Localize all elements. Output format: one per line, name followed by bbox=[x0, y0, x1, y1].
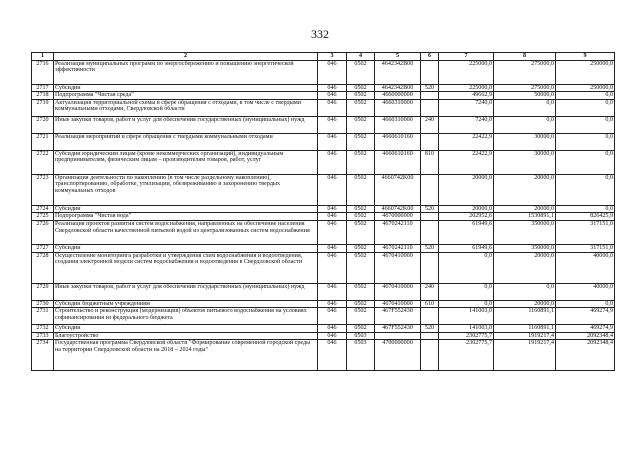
expense-type-code bbox=[421, 252, 439, 283]
row-description: Осуществление мониторинга разработки и утверждения схем водоснабжения и водоотведения, создания электронной модели систем водоснабжения и водоотведения в Свердловской области bbox=[54, 252, 318, 283]
target-article-code: 4642342B00 bbox=[375, 84, 421, 92]
row-number: 2725 bbox=[32, 213, 54, 221]
amount-year-1: 0,0 bbox=[439, 283, 494, 300]
column-header: 4 bbox=[347, 53, 375, 61]
table-row bbox=[32, 340, 615, 371]
row-number: 2717 bbox=[32, 84, 54, 92]
section-code: 0502 bbox=[347, 133, 375, 150]
row-number: 2732 bbox=[32, 325, 54, 333]
table-row bbox=[32, 325, 615, 333]
table-row bbox=[32, 92, 615, 100]
ministry-code: 046 bbox=[318, 300, 347, 308]
row-number: 2727 bbox=[32, 244, 54, 252]
amount-year-1: 20000,0 bbox=[439, 174, 494, 205]
amount-year-3: 40000,0 bbox=[556, 283, 615, 300]
row-description: Субсидии бюджетным учреждениям bbox=[54, 300, 318, 308]
section-code: 0502 bbox=[347, 92, 375, 100]
ministry-code: 046 bbox=[318, 340, 347, 371]
amount-year-1: 0,0 bbox=[439, 252, 494, 283]
row-description: Актуализация территориальной схемы в сфере обращения с отходами, в том числе с твердыми коммунальными отходами, Свердловской области bbox=[54, 99, 318, 116]
ministry-code: 046 bbox=[318, 252, 347, 283]
expense-type-code bbox=[421, 332, 439, 340]
table-row bbox=[32, 213, 615, 221]
expense-type-code bbox=[421, 340, 439, 371]
section-code: 0502 bbox=[347, 220, 375, 244]
amount-year-2: 30000,0 bbox=[494, 150, 556, 174]
expense-type-code: 810 bbox=[421, 150, 439, 174]
column-header: 6 bbox=[421, 53, 439, 61]
section-code: 0502 bbox=[347, 60, 375, 84]
amount-year-3: 469274,9 bbox=[556, 325, 615, 333]
header-row bbox=[32, 53, 615, 61]
row-number: 2718 bbox=[32, 92, 54, 100]
row-number: 2728 bbox=[32, 252, 54, 283]
section-code: 0502 bbox=[347, 84, 375, 92]
row-description: Реализация муниципальных программ по энергосбережению и повышению энергетической эффективности bbox=[54, 60, 318, 84]
target-article-code: 4660000000 bbox=[375, 92, 421, 100]
row-description: Субсидии bbox=[54, 205, 318, 213]
ministry-code: 046 bbox=[318, 60, 347, 84]
section-code: 0502 bbox=[347, 205, 375, 213]
amount-year-3: 2092348,4 bbox=[556, 340, 615, 371]
amount-year-2: 1919217,4 bbox=[494, 340, 556, 371]
amount-year-1: 202952,6 bbox=[439, 213, 494, 221]
target-article-code: 467F552430 bbox=[375, 308, 421, 325]
column-header: 7 bbox=[439, 53, 494, 61]
section-code: 0502 bbox=[347, 283, 375, 300]
table-row bbox=[32, 244, 615, 252]
amount-year-2: 350000,0 bbox=[494, 244, 556, 252]
amount-year-3: 40000,0 bbox=[556, 252, 615, 283]
target-article-code: 467F552430 bbox=[375, 325, 421, 333]
row-number: 2722 bbox=[32, 150, 54, 174]
row-description: Реализация мероприятий в сфере обращения с твердыми коммунальными отходами bbox=[54, 133, 318, 150]
section-code: 0502 bbox=[347, 300, 375, 308]
expense-type-code: 520 bbox=[421, 84, 439, 92]
table-row bbox=[32, 174, 615, 205]
row-number: 2729 bbox=[32, 283, 54, 300]
row-description: Строительство и реконструкция (модернизация) объектов питьевого водоснабжения на условиях софинансирования из федерального бюджета bbox=[54, 308, 318, 325]
column-header: 9 bbox=[556, 53, 615, 61]
expense-type-code: 240 bbox=[421, 283, 439, 300]
amount-year-2: 30000,0 bbox=[494, 133, 556, 150]
ministry-code: 046 bbox=[318, 84, 347, 92]
expense-type-code bbox=[421, 92, 439, 100]
amount-year-1: 225000,0 bbox=[439, 60, 494, 84]
table-row bbox=[32, 150, 615, 174]
amount-year-2: 350000,0 bbox=[494, 220, 556, 244]
row-number: 2720 bbox=[32, 116, 54, 133]
column-header: 5 bbox=[375, 53, 421, 61]
target-article-code: 4660742K00 bbox=[375, 174, 421, 205]
ministry-code: 046 bbox=[318, 325, 347, 333]
column-header: 3 bbox=[318, 53, 347, 61]
amount-year-2: 20000,0 bbox=[494, 174, 556, 205]
ministry-code: 046 bbox=[318, 332, 347, 340]
target-article-code: 4642342B00 bbox=[375, 60, 421, 84]
page-number: 332 bbox=[311, 27, 329, 41]
expense-type-code bbox=[421, 99, 439, 116]
amount-year-3: 250000,0 bbox=[556, 84, 615, 92]
table-row bbox=[32, 84, 615, 92]
section-code: 0503 bbox=[347, 332, 375, 340]
amount-year-2: 0,0 bbox=[494, 283, 556, 300]
section-code: 0502 bbox=[347, 308, 375, 325]
target-article-code: 4660310000 bbox=[375, 99, 421, 116]
row-description: Субсидии bbox=[54, 84, 318, 92]
section-code: 0502 bbox=[347, 325, 375, 333]
amount-year-3: 2092348,4 bbox=[556, 332, 615, 340]
amount-year-3: 0,0 bbox=[556, 300, 615, 308]
section-code: 0502 bbox=[347, 99, 375, 116]
ministry-code: 046 bbox=[318, 283, 347, 300]
table-row bbox=[32, 308, 615, 325]
expense-type-code bbox=[421, 60, 439, 84]
ministry-code: 046 bbox=[318, 308, 347, 325]
expense-type-code bbox=[421, 213, 439, 221]
column-header: 8 bbox=[494, 53, 556, 61]
budget-table bbox=[31, 52, 615, 371]
ministry-code: 046 bbox=[318, 133, 347, 150]
amount-year-3: 0,0 bbox=[556, 116, 615, 133]
amount-year-3: 0,0 bbox=[556, 174, 615, 205]
target-article-code: 4700000000 bbox=[375, 340, 421, 371]
amount-year-3: 317151,0 bbox=[556, 220, 615, 244]
row-number: 2726 bbox=[32, 220, 54, 244]
row-description: Организация деятельности по накоплению (в том числе раздельному накоплению), транспортированию, обработке, утилизации, обезвреживанию и захоронению твердых коммунальных отходов bbox=[54, 174, 318, 205]
row-description: Иные закупки товаров, работ и услуг для обеспечения государственных (муниципальных) нужд bbox=[54, 283, 318, 300]
expense-type-code bbox=[421, 308, 439, 325]
amount-year-1: 2302775,7 bbox=[439, 340, 494, 371]
ministry-code: 046 bbox=[318, 99, 347, 116]
section-code: 0502 bbox=[347, 150, 375, 174]
amount-year-1: 7240,0 bbox=[439, 116, 494, 133]
table-row bbox=[32, 205, 615, 213]
section-code: 0502 bbox=[347, 244, 375, 252]
amount-year-3: 0,0 bbox=[556, 150, 615, 174]
amount-year-3: 826425,9 bbox=[556, 213, 615, 221]
row-description: Иные закупки товаров, работ и услуг для обеспечения государственных (муниципальных) нужд bbox=[54, 116, 318, 133]
table-body bbox=[32, 60, 615, 371]
expense-type-code: 520 bbox=[421, 325, 439, 333]
amount-year-2: 20000,0 bbox=[494, 205, 556, 213]
amount-year-2: 275000,0 bbox=[494, 60, 556, 84]
amount-year-2: 0,0 bbox=[494, 116, 556, 133]
table-row bbox=[32, 252, 615, 283]
table-row bbox=[32, 283, 615, 300]
ministry-code: 046 bbox=[318, 220, 347, 244]
amount-year-2: 0,0 bbox=[494, 99, 556, 116]
ministry-code: 046 bbox=[318, 174, 347, 205]
table-row bbox=[32, 133, 615, 150]
table-row bbox=[32, 220, 615, 244]
expense-type-code bbox=[421, 220, 439, 244]
amount-year-2: 1530891,1 bbox=[494, 213, 556, 221]
amount-year-1: 22422,9 bbox=[439, 150, 494, 174]
amount-year-2: 1160891,1 bbox=[494, 325, 556, 333]
expense-type-code: 610 bbox=[421, 300, 439, 308]
table-row bbox=[32, 99, 615, 116]
amount-year-2: 1919217,4 bbox=[494, 332, 556, 340]
row-description: Субсидии юридическим лицам (кроме некоммерческих организаций), индивидуальным предпринимателям, физическим лицам – производителям товаров, работ, услуг bbox=[54, 150, 318, 174]
ministry-code: 046 bbox=[318, 205, 347, 213]
row-description: Субсидии bbox=[54, 244, 318, 252]
target-article-code: 4660310000 bbox=[375, 116, 421, 133]
amount-year-1: 0,0 bbox=[439, 300, 494, 308]
amount-year-1: 61949,6 bbox=[439, 220, 494, 244]
amount-year-1: 7240,0 bbox=[439, 99, 494, 116]
target-article-code: 4660742K00 bbox=[375, 205, 421, 213]
amount-year-1: 61949,6 bbox=[439, 244, 494, 252]
amount-year-3: 0,0 bbox=[556, 92, 615, 100]
target-article-code: 4670242110 bbox=[375, 244, 421, 252]
target-article-code: 4670000000 bbox=[375, 213, 421, 221]
amount-year-2: 275000,0 bbox=[494, 84, 556, 92]
row-description: Подпрограмма "Чистая среда" bbox=[54, 92, 318, 100]
target-article-code: 4660610160 bbox=[375, 133, 421, 150]
row-description: Подпрограмма "Чистая вода" bbox=[54, 213, 318, 221]
amount-year-2: 50000,0 bbox=[494, 92, 556, 100]
amount-year-1: 49662,9 bbox=[439, 92, 494, 100]
target-article-code: 4670242110 bbox=[375, 220, 421, 244]
amount-year-2: 20000,0 bbox=[494, 252, 556, 283]
row-number: 2731 bbox=[32, 308, 54, 325]
expense-type-code bbox=[421, 174, 439, 205]
amount-year-1: 141003,0 bbox=[439, 325, 494, 333]
amount-year-3: 0,0 bbox=[556, 205, 615, 213]
row-number: 2734 bbox=[32, 340, 54, 371]
section-code: 0502 bbox=[347, 213, 375, 221]
amount-year-3: 0,0 bbox=[556, 133, 615, 150]
amount-year-1: 141003,0 bbox=[439, 308, 494, 325]
row-number: 2721 bbox=[32, 133, 54, 150]
section-code: 0502 bbox=[347, 116, 375, 133]
row-number: 2723 bbox=[32, 174, 54, 205]
row-number: 2716 bbox=[32, 60, 54, 84]
amount-year-3: 469274,9 bbox=[556, 308, 615, 325]
ministry-code: 046 bbox=[318, 150, 347, 174]
amount-year-1: 20000,0 bbox=[439, 205, 494, 213]
row-description: Государственная программа Свердловской области "Формирование современной городской среды на территории Свердловской области на 2018 – 2024 годы" bbox=[54, 340, 318, 371]
table-row bbox=[32, 300, 615, 308]
amount-year-2: 1160891,1 bbox=[494, 308, 556, 325]
section-code: 0502 bbox=[347, 174, 375, 205]
expense-type-code: 240 bbox=[421, 116, 439, 133]
expense-type-code: 520 bbox=[421, 244, 439, 252]
section-code: 0503 bbox=[347, 340, 375, 371]
row-number: 2733 bbox=[32, 332, 54, 340]
expense-type-code: 520 bbox=[421, 205, 439, 213]
table-row bbox=[32, 60, 615, 84]
amount-year-2: 20000,0 bbox=[494, 300, 556, 308]
table-row bbox=[32, 332, 615, 340]
row-number: 2719 bbox=[32, 99, 54, 116]
amount-year-3: 250000,0 bbox=[556, 60, 615, 84]
ministry-code: 046 bbox=[318, 116, 347, 133]
row-description: Благоустройство bbox=[54, 332, 318, 340]
row-number: 2724 bbox=[32, 205, 54, 213]
column-header: 1 bbox=[32, 53, 54, 61]
target-article-code: 4670410000 bbox=[375, 300, 421, 308]
table-row bbox=[32, 116, 615, 133]
target-article-code: 4660610160 bbox=[375, 150, 421, 174]
ministry-code: 046 bbox=[318, 244, 347, 252]
amount-year-3: 317151,0 bbox=[556, 244, 615, 252]
target-article-code: 4670410000 bbox=[375, 283, 421, 300]
target-article-code: 4670410000 bbox=[375, 252, 421, 283]
row-description: Реализация проектов развития систем водоснабжения, направленных на обеспечение населения Свердловской области качественной питьевой водой из централизованных систем водоснабжения bbox=[54, 220, 318, 244]
section-code: 0502 bbox=[347, 252, 375, 283]
row-number: 2730 bbox=[32, 300, 54, 308]
ministry-code: 046 bbox=[318, 213, 347, 221]
amount-year-1: 22422,9 bbox=[439, 133, 494, 150]
ministry-code: 046 bbox=[318, 92, 347, 100]
amount-year-1: 2302775,7 bbox=[439, 332, 494, 340]
column-header: 2 bbox=[54, 53, 318, 61]
amount-year-3: 0,0 bbox=[556, 99, 615, 116]
amount-year-1: 225000,0 bbox=[439, 84, 494, 92]
row-description: Субсидии bbox=[54, 325, 318, 333]
target-article-code bbox=[375, 332, 421, 340]
expense-type-code bbox=[421, 133, 439, 150]
